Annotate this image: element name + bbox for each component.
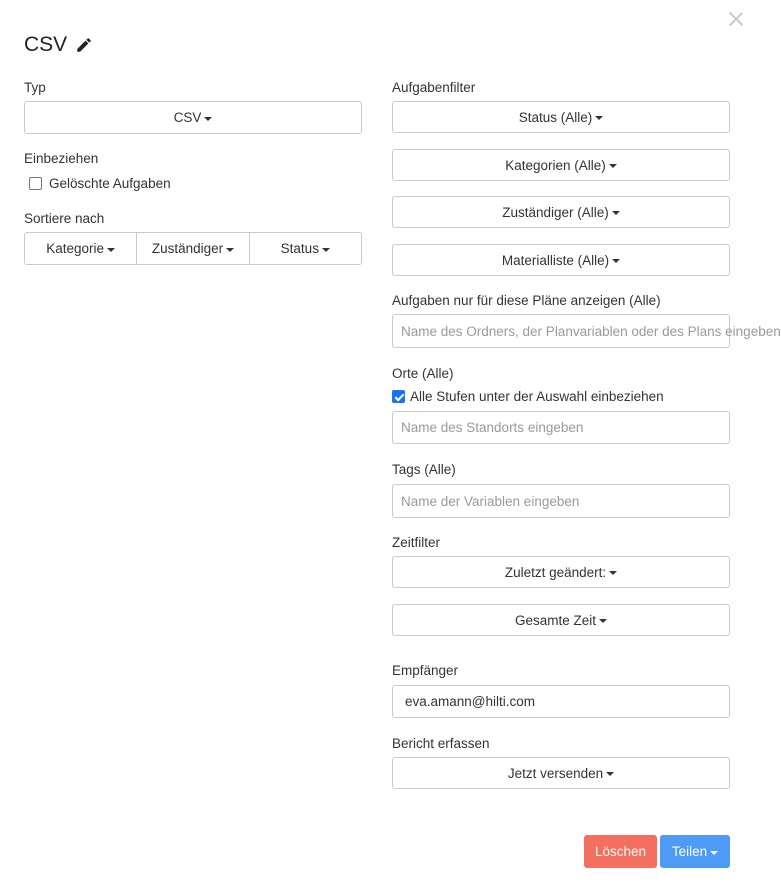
caret-down-icon	[609, 164, 617, 168]
include-levels-checkbox[interactable]	[392, 390, 405, 403]
material-list-filter-dropdown[interactable]	[392, 244, 730, 276]
capture-label: Bericht erfassen	[392, 736, 490, 751]
pencil-icon[interactable]	[75, 36, 93, 54]
deleted-tasks-option	[29, 176, 171, 191]
time-field-dropdown[interactable]	[392, 556, 730, 588]
dialog-header	[24, 30, 93, 60]
delete-label: Löschen	[594, 844, 647, 859]
time-filter-label: Zeitfilter	[392, 535, 441, 550]
type-value: CSV	[173, 110, 202, 125]
include-levels-option	[392, 389, 664, 404]
capture-value: Jetzt versenden	[507, 765, 604, 781]
share-label: Teilen	[671, 844, 708, 859]
plans-placeholder: Name des Ordners, der Planvariablen oder des Plans eingeben	[401, 323, 781, 339]
task-filter-label: Aufgabenfilter	[392, 80, 476, 95]
delete-button[interactable]	[584, 835, 657, 868]
deleted-tasks-checkbox[interactable]	[29, 177, 42, 190]
caret-down-icon	[322, 248, 330, 252]
sort-label: Sortiere nach	[24, 211, 105, 226]
status-filter-dropdown[interactable]	[392, 101, 730, 133]
caret-down-icon	[595, 116, 603, 120]
time-range-dropdown[interactable]	[392, 604, 730, 636]
category-filter-dropdown[interactable]	[392, 149, 730, 181]
caret-down-icon	[606, 772, 614, 776]
material-list-filter-label: Materialliste (Alle)	[501, 252, 610, 268]
caret-down-icon	[710, 851, 718, 855]
plans-search-input[interactable]	[392, 314, 781, 348]
assignee-filter-label: Zuständiger (Alle)	[502, 204, 609, 220]
caret-down-icon	[612, 259, 620, 263]
sort-status-label: Status	[280, 241, 319, 256]
deleted-tasks-label: Gelöschte Aufgaben	[49, 176, 171, 191]
tags-search-input[interactable]	[392, 484, 730, 518]
caret-down-icon	[204, 117, 212, 121]
sort-assignee-button[interactable]	[136, 232, 249, 265]
sort-status-button[interactable]	[249, 232, 362, 265]
close-icon[interactable]	[726, 9, 746, 29]
sort-assignee-label: Zuständiger	[151, 241, 224, 256]
include-levels-label: Alle Stufen unter der Auswahl einbeziehen	[410, 389, 664, 404]
caret-down-icon	[612, 211, 620, 215]
status-filter-label: Status (Alle)	[518, 109, 593, 125]
caret-down-icon	[599, 619, 607, 623]
tags-placeholder: Name der Variablen eingeben	[401, 493, 580, 509]
category-filter-label: Kategorien (Alle)	[505, 157, 606, 173]
share-button[interactable]	[660, 835, 730, 868]
plans-label: Aufgaben nur für diese Pläne anzeigen (Alle)	[392, 293, 661, 308]
capture-dropdown[interactable]	[392, 757, 730, 789]
assignee-filter-dropdown[interactable]	[392, 196, 730, 228]
type-label: Typ	[24, 80, 46, 95]
caret-down-icon	[226, 248, 234, 252]
location-search-input[interactable]	[392, 411, 730, 444]
time-range-value: Gesamte Zeit	[514, 612, 597, 628]
type-dropdown[interactable]	[24, 101, 362, 134]
location-placeholder: Name des Standorts eingeben	[401, 420, 584, 435]
sort-category-button[interactable]	[24, 232, 137, 265]
dialog-title: CSV	[24, 33, 68, 56]
recipient-input[interactable]	[392, 685, 730, 718]
tags-label: Tags (Alle)	[392, 462, 456, 477]
caret-down-icon	[107, 248, 115, 252]
recipient-value: eva.amann@hilti.com	[405, 694, 536, 709]
recipient-label: Empfänger	[392, 663, 459, 678]
sort-category-label: Kategorie	[46, 241, 105, 256]
sort-button-group	[24, 232, 362, 265]
locations-label: Orte (Alle)	[392, 366, 454, 381]
include-label: Einbeziehen	[24, 151, 99, 166]
caret-down-icon	[609, 571, 617, 575]
time-field-value: Zuletzt geändert:	[504, 564, 607, 580]
